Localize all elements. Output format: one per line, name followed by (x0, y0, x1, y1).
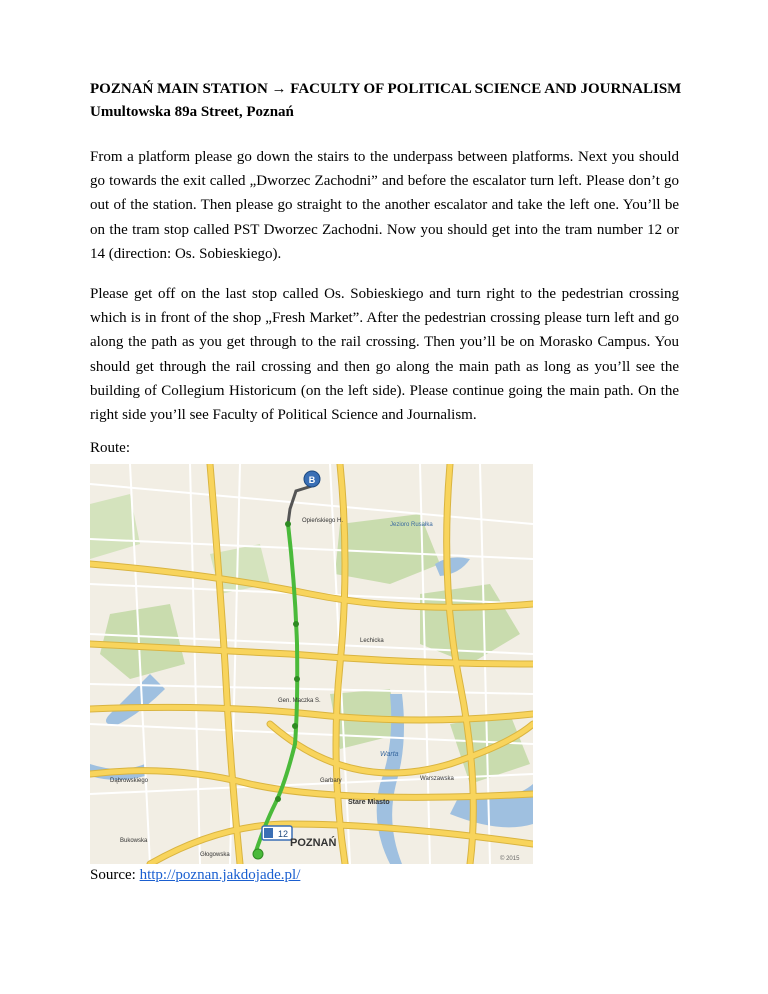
map-city-label: POZNAŃ (290, 837, 337, 849)
document-title: POZNAŃ MAIN STATION → FACULTY OF POLITICAL SCIENCE AND JOURNALISM (90, 81, 682, 97)
map-street-bukowska: Bukowska (120, 838, 148, 844)
map-old-town-label: Stare Miasto (348, 799, 390, 806)
map-river-label: Warta (380, 751, 399, 758)
route-map (90, 464, 533, 864)
route-label: Route: (90, 440, 130, 456)
map-lake-label: Jezioro Rusałka (390, 522, 433, 528)
map-street-maczka: Gen. Maczka S. (278, 698, 321, 704)
document-subtitle: Umultowska 89a Street, Poznań (90, 104, 294, 120)
destination-marker (304, 471, 320, 487)
directions-paragraph-2: Please get off on the last stop called Os. Sobieskiego and turn right to the pedestrian crossing which is in front of the shop „Fresh Market”. After the pedestrian crossing please turn left and go along the path as you get through to the rail crossing. Then you’ll be on Morasko Campus. You should get through the rail crossing and then go along the main path as long as you’ll see the building of Collegium Historicum (on the left side). Please continue going the main path. On the right side you’ll see Faculty of Political Science and Journalism. (90, 286, 679, 424)
map-copyright: © 2015 (500, 856, 520, 862)
source-line (90, 867, 300, 884)
source-link[interactable]: http://poznan.jakdojade.pl/ (139, 867, 301, 883)
map-street-glogowska: Głogowska (200, 852, 230, 858)
directions-paragraph-1: From a platform please go down the stairs to the underpass between platforms. Next you should go towards the exit called „Dworzec Zachodni” and before the escalator turn left. Please don’t go out of the station. Then please go straight to the another escalator and take the left one. You’ll be on the tram stop called PST Dworzec Zachodni. Now you should get into the tram number 12 or 14 (direction: Os. Sobieskiego). (90, 149, 679, 262)
source-label: Source: (90, 867, 136, 883)
map-district-label: Opieńskiego H. (302, 518, 344, 524)
marker-letter: B (308, 475, 316, 485)
map-street-warszawska: Warszawska (420, 776, 454, 782)
tram-number: 12 (277, 829, 289, 839)
map-street-lechicka: Lechicka (360, 638, 384, 644)
map-street-dabrowskiego: Dąbrowskiego (110, 778, 149, 784)
map-street-garbary: Garbary (320, 778, 342, 784)
